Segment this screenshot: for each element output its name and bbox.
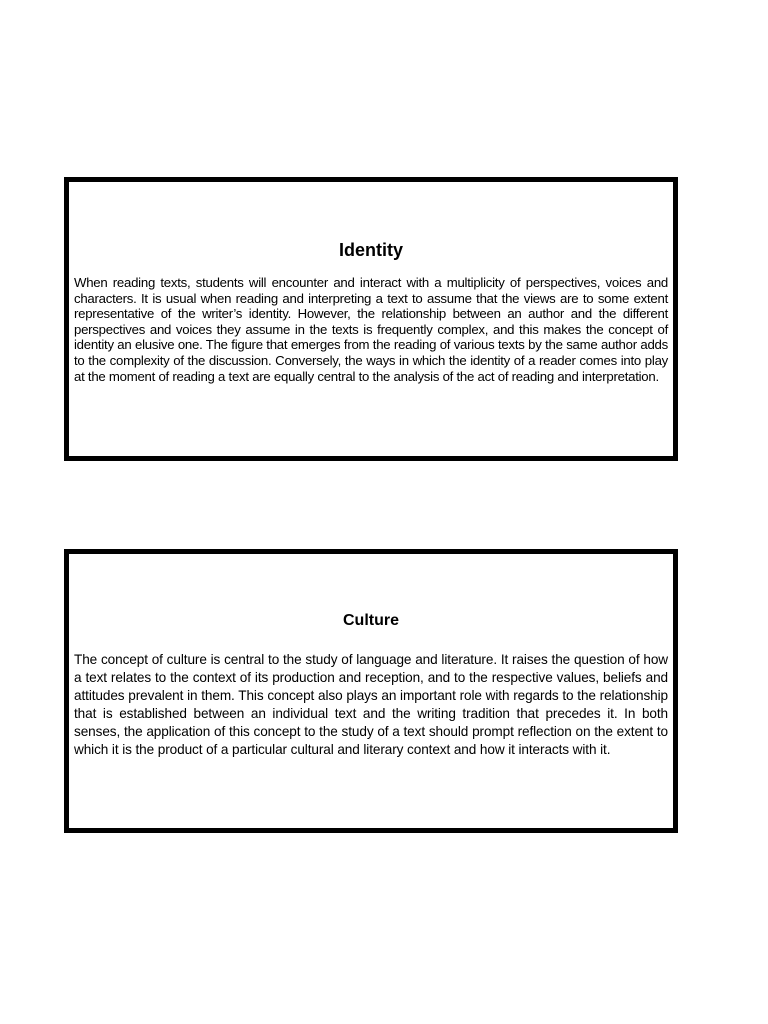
identity-card	[64, 177, 678, 461]
culture-card	[64, 549, 678, 833]
identity-body: When reading texts, students will encounter and interact with a multiplicity of perspectives, voices and characters. It is usual when reading and interpreting a text to assume that the views are to some extent representative of the writer’s identity. However, the relationship between an author and the different perspectives and voices they assume in the texts is frequently complex, and this makes the concept of identity an elusive one. The figure that emerges from the reading of various texts by the same author adds to the complexity of the discussion. Conversely, the ways in which the identity of a reader comes into play at the moment of reading a text are equally central to the analysis of the act of reading and interpretation.	[74, 275, 668, 384]
culture-body: The concept of culture is central to the study of language and literature. It raises the question of how a text relates to the context of its production and reception, and to the respective values, beliefs and attitudes prevalent in them. This concept also plays an important role with regards to the relationship that is established between an individual text and the writing tradition that precedes it. In both senses, the application of this concept to the study of a text should prompt reflection on the extent to which it is the product of a particular cultural and literary context and how it interacts with it.	[74, 652, 668, 757]
culture-title: Culture	[343, 612, 399, 629]
identity-title: Identity	[338, 240, 403, 260]
